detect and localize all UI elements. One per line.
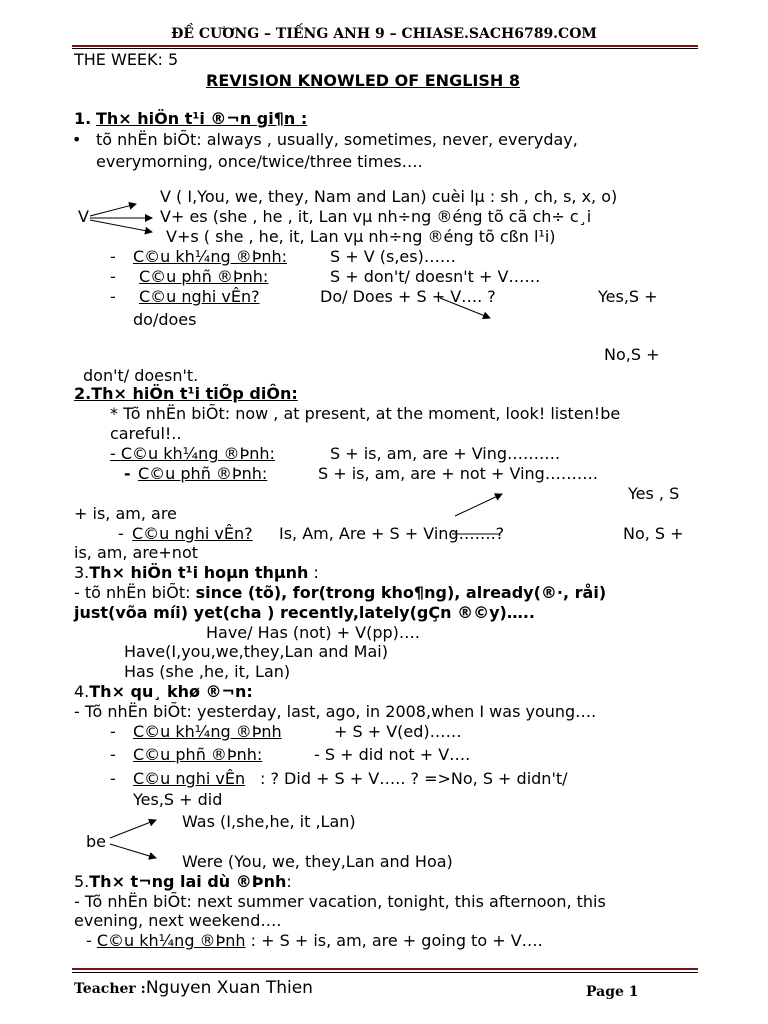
- question-dont-doesnt: don't/ doesn't.: [83, 366, 199, 385]
- question-yes-answer: Yes,S + did: [133, 790, 223, 809]
- section-2-heading: 2.Th× hiÖn t¹i tiÕp diÔn:: [74, 384, 298, 403]
- header-rule: [72, 45, 698, 47]
- have-subjects: Have(I,you,we,they,Lan and Mai): [124, 642, 388, 661]
- header-rule-thin: [72, 48, 698, 49]
- was-subjects: Was (I,she,he, it ,Lan): [182, 812, 356, 831]
- teacher-name: Nguyen Xuan Thien: [145, 978, 313, 998]
- teacher-label: Teacher :: [74, 981, 146, 997]
- affirmative-formula: + S + V(ed)……: [334, 722, 462, 741]
- section-2-signal-words: * Tõ nhËn biÕt: now , at present, at the moment, look! listen!be: [110, 404, 621, 423]
- negative-formula: - S + did not + V….: [314, 745, 471, 764]
- section-3-heading: Th× hiÖn t¹i hoµn thµnh: [89, 563, 309, 582]
- section-3-signal-words: [74, 583, 606, 603]
- section-2-signal-words-cont: careful!..: [110, 424, 182, 443]
- dash-marker: -: [118, 524, 124, 543]
- dash-marker: -: [110, 287, 116, 306]
- were-subjects: Were (You, we, they,Lan and Hoa): [182, 852, 453, 871]
- section-5-colon: :: [286, 872, 292, 891]
- affirmative-label: C©u kh¼ng ®Þnh: [96, 931, 246, 950]
- section-3-colon: :: [313, 563, 319, 582]
- footer-rule-thin: [72, 972, 698, 973]
- present-perfect-formula: Have/ Has (not) + V(pp)….: [206, 623, 420, 642]
- affirmative-formula: : + S + is, am, are + going to + V….: [250, 931, 543, 950]
- verb-rule-es: V+ es (she , he , it, Lan vµ nh÷ng ®éng tõ cã ch÷ c¸i: [160, 207, 592, 226]
- bullet-icon: •: [72, 130, 82, 149]
- question-do-does: do/does: [133, 310, 197, 329]
- section-5-heading-line: [74, 872, 292, 892]
- section-3-heading-line: [74, 563, 319, 583]
- section-1-signal-words-cont: everymorning, once/twice/three times….: [96, 152, 423, 171]
- negative-label: C©u phñ ®Þnh:: [138, 464, 268, 483]
- question-yes-answer: Yes,S +: [598, 287, 658, 306]
- dash-marker: -: [110, 745, 116, 764]
- affirmative-label: C©u kh¼ng ®Þnh:: [133, 247, 288, 266]
- question-formula: Is, Am, Are + S + Ving…….?: [279, 524, 505, 543]
- question-label: C©u nghi vÊn?: [139, 287, 260, 306]
- negative-label: C©u phñ ®Þnh:: [139, 267, 269, 286]
- question-label: C©u nghi vÊn?: [132, 524, 253, 543]
- affirmative-label: C©u kh¼ng ®Þnh: [133, 722, 282, 741]
- no-answer: No, S +: [623, 524, 684, 543]
- arrow-v-s: [90, 220, 152, 232]
- verb-label: V: [78, 207, 89, 226]
- dash-marker: -: [110, 267, 116, 286]
- has-subjects: Has (she ,he, it, Lan): [124, 662, 291, 681]
- section-5-number: 5.: [74, 872, 90, 891]
- section-1-number: 1.: [74, 109, 92, 128]
- be-label: be: [86, 832, 106, 851]
- question-label: C©u nghi vÊn: [133, 769, 246, 788]
- affirmative-label: - C©u kh¼ng ®Þnh:: [110, 444, 275, 463]
- page-number: Page 1: [586, 984, 639, 1000]
- yes-answer: Yes , S: [628, 484, 680, 503]
- section-4-heading-line: [74, 682, 253, 702]
- dash-marker: -: [110, 247, 116, 266]
- section-3-number: 3.: [74, 563, 90, 582]
- question-formula: : ? Did + S + V….. ? =>No, S + didn't/: [260, 769, 568, 788]
- dash-marker: -: [110, 722, 116, 741]
- arrow-v-base: [90, 204, 136, 216]
- arrow-be-was: [110, 820, 156, 838]
- question-formula: Do/ Does + S + V…. ?: [320, 287, 496, 306]
- affirmative-formula: S + is, am, are + Ving……….: [330, 444, 561, 463]
- week-label: THE WEEK: 5: [74, 50, 179, 69]
- section-3-signal-prefix: - tõ nhËn biÕt:: [74, 583, 191, 602]
- section-1-signal-words: tõ nhËn biÕt: always , usually, sometimes, never, everyday,: [96, 130, 578, 149]
- section-1-heading: Th× hiÖn t¹i ®¬n gi¶n :: [96, 109, 308, 128]
- section-5-heading: Th× t¬ng lai dù ®Þnh: [89, 872, 287, 891]
- document-title: REVISION KNOWLED OF ENGLISH 8: [206, 71, 520, 90]
- arrow-yes-s1: [455, 494, 502, 516]
- question-no-answer: No,S +: [604, 345, 660, 364]
- section-4-heading: Th× qu¸ khø ®¬n:: [89, 682, 253, 701]
- affirmative-formula: S + V (s,es)……: [330, 247, 456, 266]
- section-5-signal-words: - Tõ nhËn biÕt: next summer vacation, tonight, this afternoon, this: [74, 892, 606, 911]
- section-3-signal-words-cont: just(võa míi) yet(cha ) recently,lately(gÇn ®©y)…..: [74, 603, 535, 622]
- negative-formula: S + is, am, are + not + Ving……….: [318, 464, 598, 483]
- section-5-signal-words-cont: evening, next weekend….: [74, 911, 282, 930]
- no-answer-cont: is, am, are+not: [74, 543, 198, 562]
- verb-rule-base: V ( I,You, we, they, Nam and Lan) cuèi lµ : sh , ch, s, x, o): [160, 187, 618, 206]
- yes-answer-cont: + is, am, are: [74, 504, 177, 523]
- section-5-affirmative-line: - C©u kh¼ng ®Þnh : + S + is, am, are + going to + V….: [86, 931, 543, 950]
- negative-formula: S + don't/ doesn't + V……: [330, 267, 541, 286]
- section-3-signal-bold: since (tõ), for(trong kho¶ng), already(®·, råi): [195, 583, 607, 602]
- section-4-number: 4.: [74, 682, 90, 701]
- dash-marker: -: [124, 464, 131, 483]
- negative-label: C©u phñ ®Þnh:: [133, 745, 263, 764]
- dash-marker: -: [110, 769, 116, 788]
- arrow-be-were: [110, 844, 156, 858]
- verb-rule-s: V+s ( she , he, it, Lan vµ nh÷ng ®éng tõ cßn l¹i): [166, 227, 556, 246]
- footer-rule: [72, 968, 698, 970]
- page-header-title: ĐỀ CƯƠNG – TIẾNG ANH 9 – CHIASE.SACH6789.COM: [171, 26, 597, 42]
- footer-teacher: [74, 978, 313, 999]
- section-4-signal-words: - Tõ nhËn biÕt: yesterday, last, ago, in 2008,when I was young….: [74, 702, 597, 721]
